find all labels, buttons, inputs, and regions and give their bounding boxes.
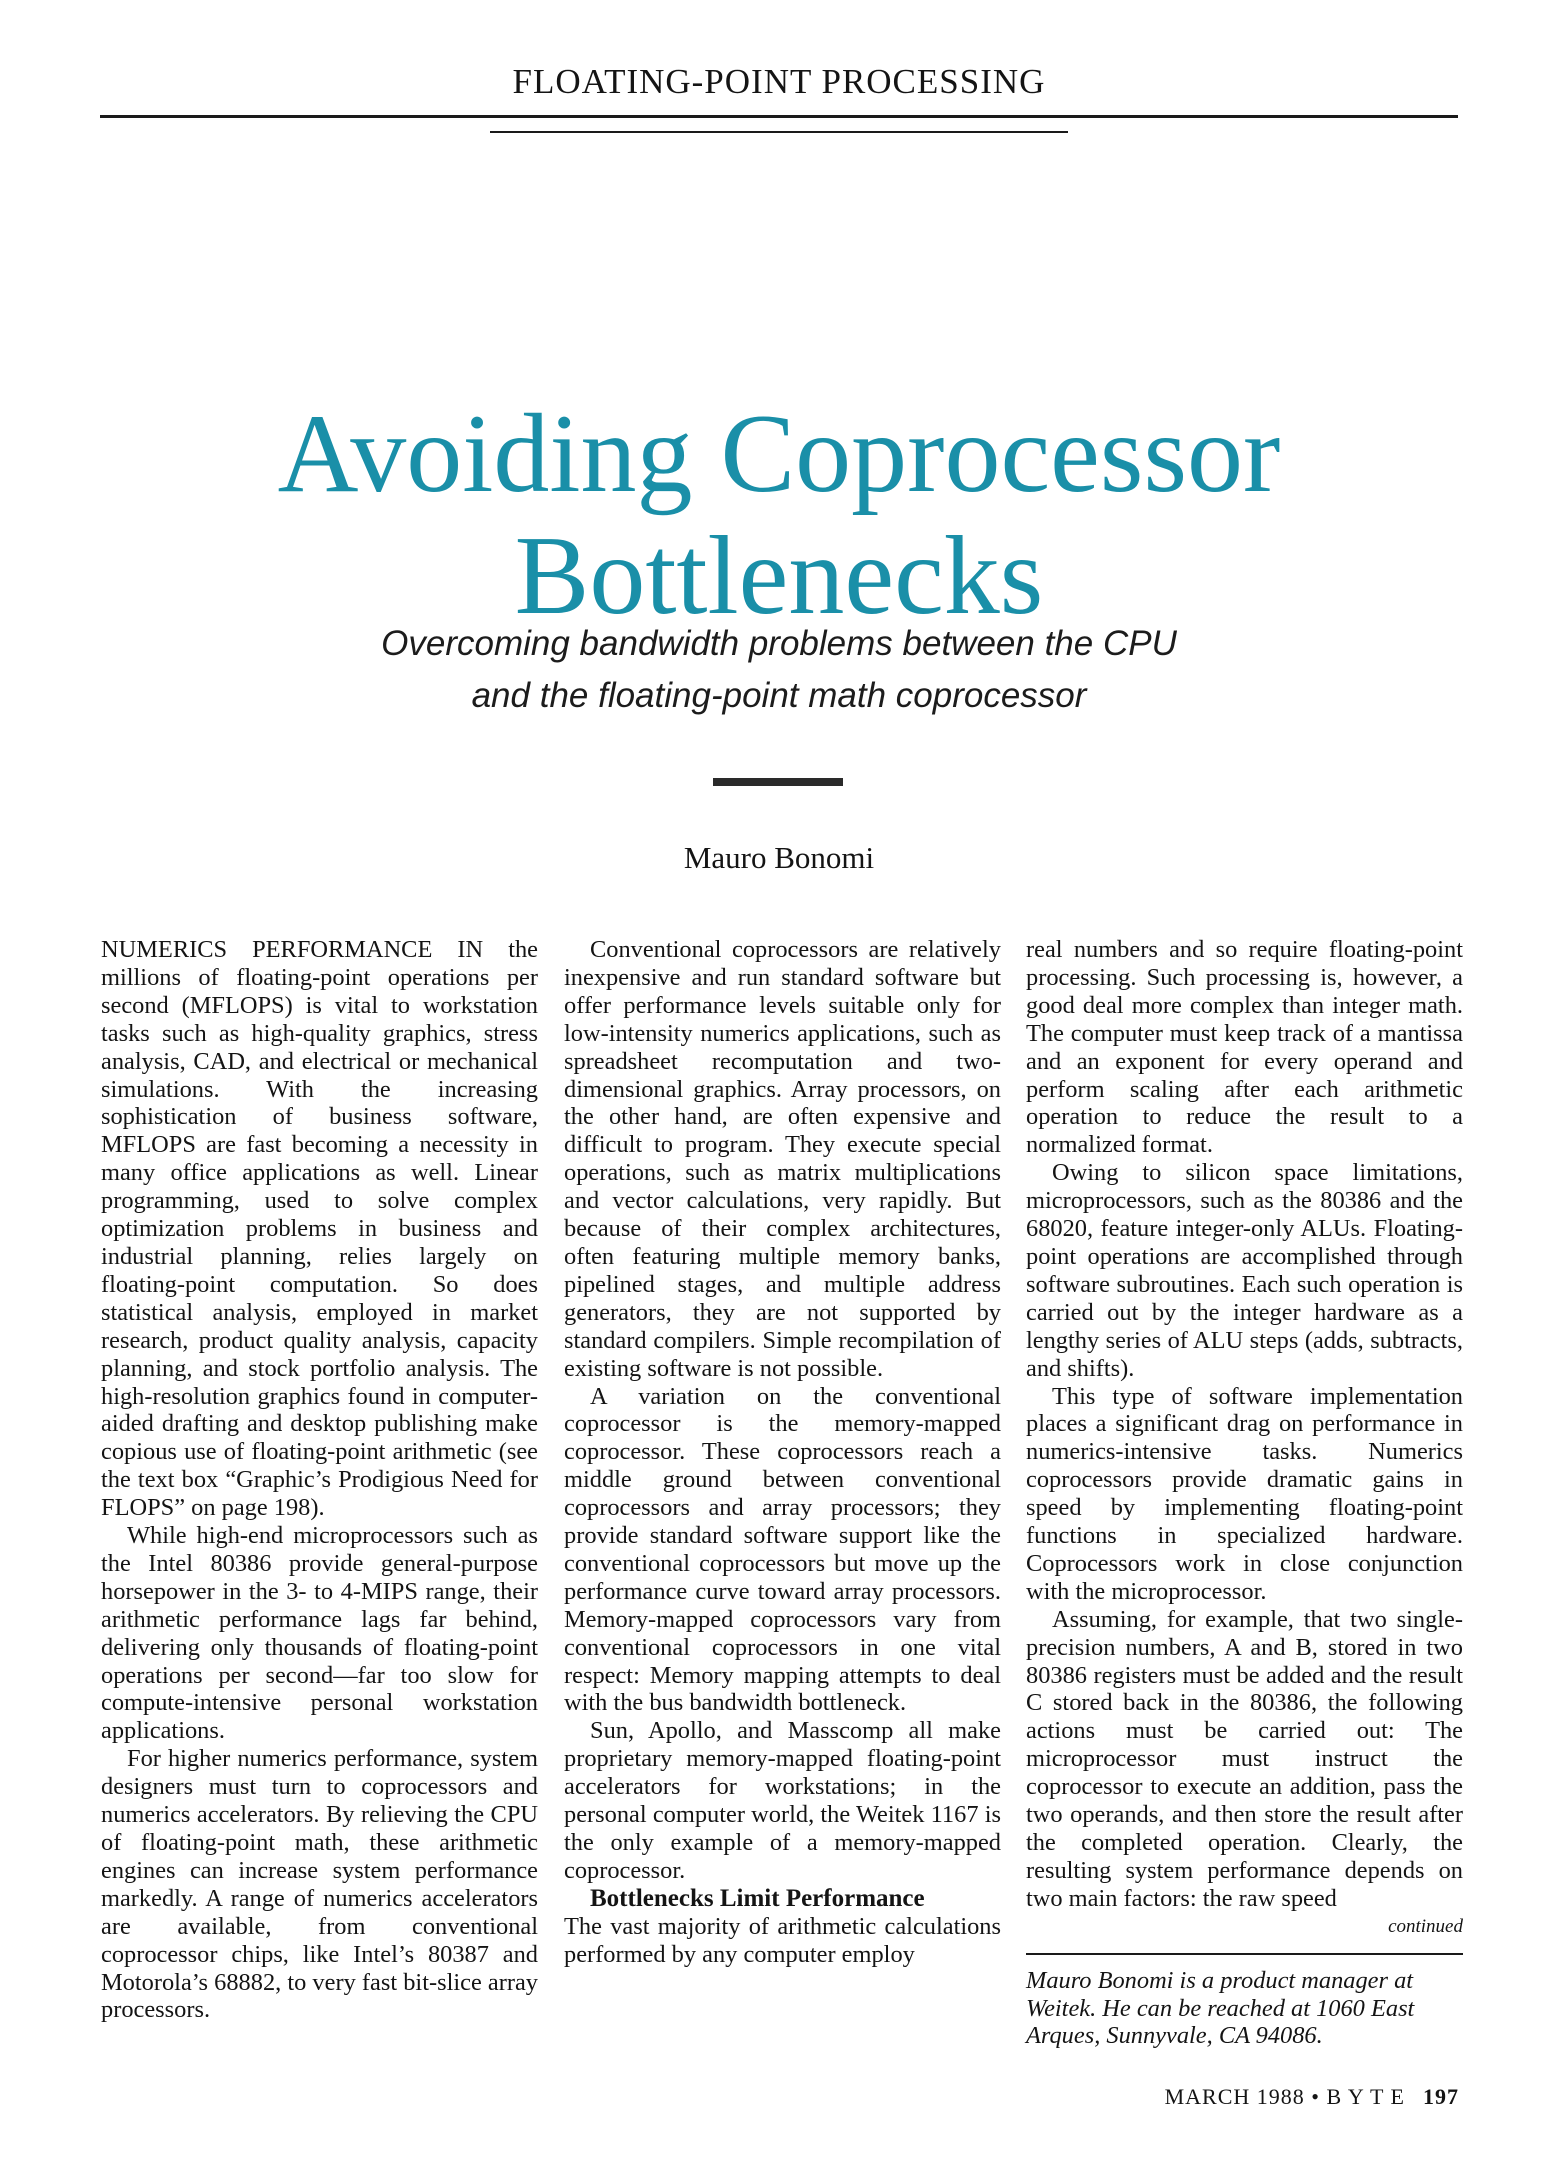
author-byline: Mauro Bonomi <box>683 840 875 875</box>
paragraph: Sun, Apollo, and Masscomp all make proprietary memory-mapped floating-point accelerators for workstations; in the personal computer world, the Weitek 1167 is the only example of a memory-mapped coprocessor. <box>564 1717 1001 1884</box>
paragraph: The vast majority of arithmetic calculations performed by any computer employ <box>564 1912 1001 1968</box>
bio-rule <box>1026 1953 1463 1955</box>
continued-label: continued <box>1388 1915 1463 1937</box>
header-subrule <box>490 131 1068 133</box>
title-divider <box>713 778 843 786</box>
paragraph: A variation on the conventional coprocessor is the memory-mapped coprocessor. These coprocessors reach a middle ground between conventional coprocessors and array processors; they provide standard software support like the conventional coprocessors but move up the performance curve toward array processors. Memory-mapped coprocessors vary from conventional coprocessors in one vital respect: Memory mapping attempts to deal with the bus bandwidth bottleneck. <box>564 1382 1001 1717</box>
author-bio: Mauro Bonomi is a product manager at Weitek. He can be reached at 1060 East Arques, Sunnyvale, CA 94086. <box>1026 1966 1415 2050</box>
paragraph: Conventional coprocessors are relatively inexpensive and run standard software but offer performance levels suitable only for low-intensity numerics applications, such as spreadsheet recomputation and two-dimensional graphics. Array processors, on the other hand, are often expensive and difficult to program. They execute special operations, such as matrix multiplications and vector calculations, very rapidly. But because of their complex architectures, often featuring multiple memory banks, pipelined stages, and multiple address generators, they are not supported by standard compilers. Simple recompilation of existing software is not possible. <box>564 936 1001 1382</box>
section-subhead: Bottlenecks Limit Performance <box>590 1884 925 1912</box>
section-header: FLOATING-POINT PROCESSING <box>512 62 1046 101</box>
article-subtitle <box>220 618 1338 722</box>
paragraph: NUMERICS PERFORMANCE IN the millions of floating-point operations per second (MFLOPS) is vital to workstation tasks such as high-quality graphics, stress analysis, CAD, and electrical or mechanical simulations. With the increasing sophistication of business software, MFLOPS are fast becoming a necessity in many office applications as well. Linear programming, used to solve complex optimization problems in business and industrial planning, relies largely on floating-point computation. So does statistical analysis, employed in market research, product quality analysis, capacity planning, and stock portfolio analysis. The high-resolution graphics found in computer-aided drafting and desktop publishing make copious use of floating-point arithmetic (see the text box “Graphic’s Prodigious Need for FLOPS” on page 198). <box>101 936 538 1522</box>
title-line-2: Bottlenecks <box>514 514 1044 639</box>
paragraph: This type of software implementation places a significant drag on performance in numerics-intensive tasks. Numerics coprocessors provide dramatic gains in speed by implementing floating-point functions in specialized hardware. Coprocessors work in close conjunction with the microprocessor. <box>1026 1382 1463 1605</box>
header-rule <box>100 115 1458 118</box>
paragraph: While high-end microprocessors such as the Intel 80386 provide general-purpose horsepower in the 3- to 4-MIPS range, their arithmetic performance lags far behind, delivering only thousands of floating-point operations per second—far too slow for compute-intensive personal workstation applications. <box>101 1522 538 1745</box>
title-line-1: Avoiding Coprocessor <box>277 392 1281 517</box>
page-number: 197 <box>1423 2084 1459 2109</box>
column-2 <box>564 936 1001 1969</box>
paragraph: Owing to silicon space limitations, microprocessors, such as the 80386 and the 68020, feature integer-only ALUs. Floating-point operations are accomplished through software subroutines. Each such operation is carried out by the integer hardware as a lengthy series of ALU steps (adds, subtracts, and shifts). <box>1026 1159 1463 1382</box>
page-footer <box>1165 2084 1459 2110</box>
subtitle-line-2: and the floating-point math coprocessor <box>471 676 1087 715</box>
paragraph: For higher numerics performance, system designers must turn to coprocessors and numerics accelerators. By relieving the CPU of floating-point math, these arithmetic engines can increase system performance markedly. A range of numerics accelerators are available, from conventional coprocessor chips, like Intel’s 80387 and Motorola’s 68882, to very fast bit-slice array processors. <box>101 1745 538 2024</box>
article-title <box>100 393 1458 637</box>
subtitle-line-1: Overcoming bandwidth problems between the CPU <box>381 624 1177 663</box>
column-3 <box>1026 936 1463 2050</box>
paragraph: real numbers and so require floating-point processing. Such processing is, however, a good deal more complex than integer math. The computer must keep track of a mantissa and an exponent for every operand and perform scaling after each arithmetic operation to reduce the result to a normalized format. <box>1026 936 1463 1159</box>
paragraph: Assuming, for example, that two single-precision numbers, A and B, stored in two 80386 registers must be added and the result C stored back in the 80386, the following actions must be carried out: The microprocessor must instruct the coprocessor to execute an addition, pass the two operands, and then store the result after the completed operation. Clearly, the resulting system performance depends on two main factors: the raw speed <box>1026 1605 1463 1912</box>
column-1 <box>101 936 538 2024</box>
issue-label: MARCH 1988 • B Y T E <box>1164 2084 1405 2109</box>
